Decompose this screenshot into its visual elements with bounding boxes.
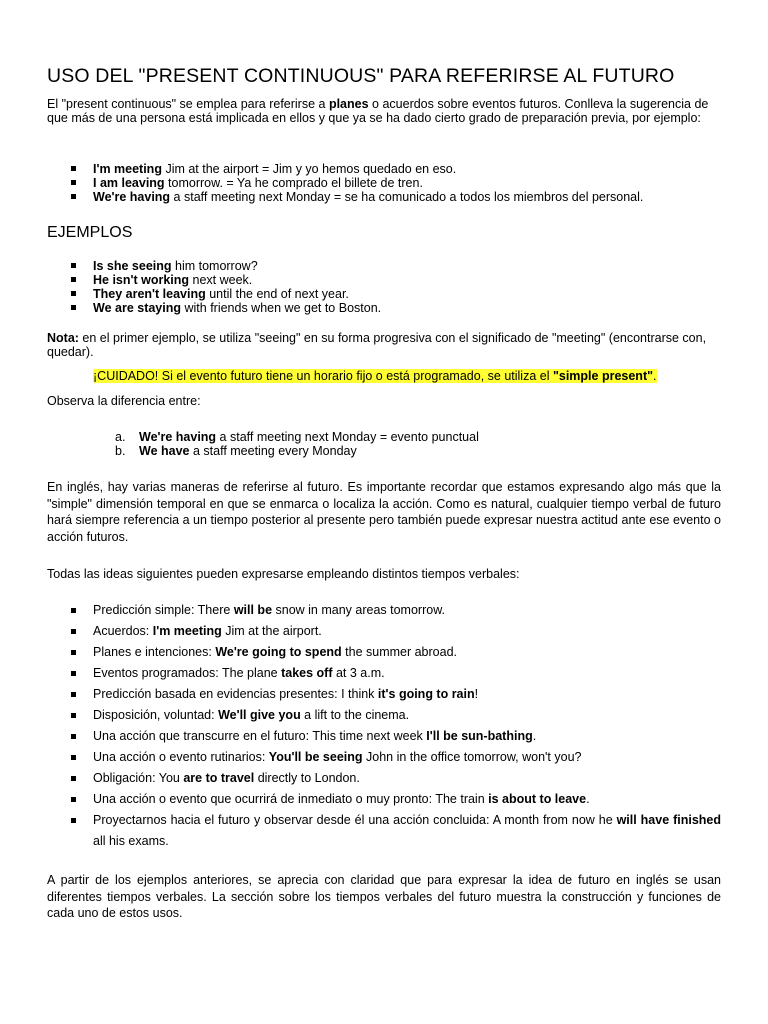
item-text: a staff meeting next Monday = se ha comunicado a todos los miembros del personal. — [170, 190, 644, 204]
item-text-end: all his exams. — [93, 834, 169, 848]
item-text: Proyectarnos hacia el futuro y observar desde él una acción concluida: A month from now he — [93, 813, 617, 827]
item-bold: Is she seeing — [93, 259, 172, 273]
ingles-paragraph: En inglés, hay varias maneras de referirse al futuro. Es importante recordar que estamos expresando algo más que la "simple" dimensión temporal en que se enmarca o localiza la acción. Como es natural, cualquier tiempo verbal de futuro hará siempre referencia a un tiempo posterior al presente pero también puede expresar nuestra actitud ante ese evento o acción futuros. — [47, 480, 721, 544]
list-item — [47, 273, 721, 287]
square-bullet-icon — [71, 776, 76, 781]
highlighted-warning — [93, 369, 657, 383]
item-text-end: ! — [474, 687, 479, 701]
item-text: a staff meeting every Monday — [189, 444, 357, 458]
item-text: tomorrow. = Ya he comprado el billete de tren. — [164, 176, 423, 190]
diferencia-list — [47, 430, 721, 458]
nota-label: Nota: — [47, 331, 79, 345]
list-item — [47, 726, 721, 747]
item-text-end: a lift to the cinema. — [300, 708, 410, 722]
item-text: Una acción o evento rutinarios: — [93, 750, 269, 764]
square-bullet-icon — [71, 263, 76, 268]
item-text-end: Jim at the airport. — [221, 624, 322, 638]
item-text: Predicción basada en evidencias presentes: I think — [93, 687, 378, 701]
item-text-end: . — [532, 729, 537, 743]
item-text: Planes e intenciones: — [93, 645, 216, 659]
ideas-list — [47, 600, 721, 852]
list-item — [47, 621, 721, 642]
item-text-end: snow in many areas tomorrow. — [272, 603, 446, 617]
square-bullet-icon — [71, 797, 76, 802]
square-bullet-icon — [71, 818, 76, 823]
list-item — [47, 705, 721, 726]
item-bold: They aren't leaving — [93, 287, 206, 301]
square-bullet-icon — [71, 671, 76, 676]
intro-bold-planes: planes — [328, 97, 369, 111]
intro-text-before: El "present continuous" se emplea para referirse a — [47, 97, 329, 111]
list-item — [47, 301, 721, 315]
item-text: Una acción que transcurre en el futuro: This time next week — [93, 729, 427, 743]
item-text: Eventos programados: The plane — [93, 666, 282, 680]
square-bullet-icon — [71, 650, 76, 655]
item-text: Disposición, voluntad: — [93, 708, 219, 722]
square-bullet-icon — [71, 305, 76, 310]
list-item — [47, 259, 721, 273]
list-item — [47, 684, 721, 705]
item-text: Obligación: You — [93, 771, 184, 785]
item-bold: will have finished — [616, 813, 721, 827]
intro-text-after: o acuerdos sobre eventos futuros. Conlleva la sugerencia de que más de una persona está implicada en ellos y que ya se ha dado cierto grado de preparación previa, por ejemplo: — [47, 97, 709, 125]
item-text-end: John in the office tomorrow, won't you? — [362, 750, 582, 764]
list-marker: a. — [115, 430, 126, 444]
square-bullet-icon — [71, 277, 76, 282]
item-bold: I am leaving — [93, 176, 165, 190]
item-bold: I'm meeting — [152, 624, 222, 638]
nota-text: en el primer ejemplo, se utiliza "seeing" en su forma progresiva con el significado de "meeting" (encontrarse con, quedar). — [47, 331, 707, 359]
square-bullet-icon — [71, 166, 76, 171]
list-item — [47, 810, 721, 852]
nota-paragraph — [47, 331, 721, 359]
item-bold: We're having — [93, 190, 171, 204]
cuidado-warning — [47, 369, 767, 383]
item-bold: I'll be sun-bathing — [426, 729, 533, 743]
square-bullet-icon — [71, 180, 76, 185]
list-item — [47, 444, 721, 458]
item-bold: is about to leave — [488, 792, 587, 806]
item-text: Una acción o evento que ocurrirá de inmediato o muy pronto: The train — [93, 792, 489, 806]
observa-paragraph: Observa la diferencia entre: — [47, 394, 201, 408]
item-text-end: the summer abroad. — [341, 645, 458, 659]
item-text-end: . — [586, 792, 590, 806]
list-item — [47, 162, 721, 176]
list-item — [47, 600, 721, 621]
ejemplos-list — [47, 259, 721, 315]
list-item — [47, 663, 721, 684]
warning-bold: "simple present" — [552, 369, 654, 383]
item-text: a staff meeting next Monday = evento punctual — [216, 430, 479, 444]
list-item — [47, 747, 721, 768]
square-bullet-icon — [71, 608, 76, 613]
square-bullet-icon — [71, 692, 76, 697]
square-bullet-icon — [71, 194, 76, 199]
warning-text: ¡CUIDADO! Si el evento futuro tiene un horario fijo o está programado, se utiliza el — [93, 369, 553, 383]
square-bullet-icon — [71, 734, 76, 739]
square-bullet-icon — [71, 755, 76, 760]
item-text: until the end of next year. — [205, 287, 349, 301]
page-title: USO DEL "PRESENT CONTINUOUS" PARA REFERIRSE AL FUTURO — [47, 65, 675, 87]
item-text-end: at 3 a.m. — [332, 666, 385, 680]
list-item — [47, 190, 721, 204]
item-bold: We're having — [139, 430, 217, 444]
list-item — [47, 768, 721, 789]
item-text: next week. — [189, 273, 253, 287]
intro-paragraph — [47, 97, 721, 125]
item-bold: I'm meeting — [93, 162, 162, 176]
item-bold: We'll give you — [218, 708, 301, 722]
item-text: him tomorrow? — [171, 259, 258, 273]
item-bold: are to travel — [183, 771, 255, 785]
item-text-end: directly to London. — [254, 771, 360, 785]
item-text: Jim at the airport = Jim y yo hemos quedado en eso. — [161, 162, 457, 176]
list-item — [47, 430, 721, 444]
item-bold: We are staying — [93, 301, 182, 315]
item-bold: We're going to spend — [215, 645, 342, 659]
list-marker: b. — [115, 444, 126, 458]
item-bold: will be — [233, 603, 273, 617]
item-bold: He isn't working — [93, 273, 190, 287]
list-item — [47, 176, 721, 190]
item-text: Predicción simple: There — [93, 603, 234, 617]
square-bullet-icon — [71, 629, 76, 634]
square-bullet-icon — [71, 713, 76, 718]
section-heading-ejemplos: EJEMPLOS — [47, 224, 133, 241]
item-bold: You'll be seeing — [268, 750, 363, 764]
item-text: Acuerdos: — [93, 624, 153, 638]
intro-list — [47, 162, 721, 204]
square-bullet-icon — [71, 291, 76, 296]
list-item — [47, 642, 721, 663]
item-text: with friends when we get to Boston. — [181, 301, 382, 315]
item-bold: We have — [139, 444, 190, 458]
item-bold: takes off — [281, 666, 333, 680]
todas-paragraph: Todas las ideas siguientes pueden expresarse empleando distintos tiempos verbales: — [47, 567, 520, 581]
item-bold: it's going to rain — [377, 687, 475, 701]
list-item — [47, 287, 721, 301]
list-item — [47, 789, 721, 810]
warning-end: . — [653, 369, 657, 383]
conclusion-paragraph: A partir de los ejemplos anteriores, se aprecia con claridad que para expresar la idea de futuro en inglés se usan diferentes tiempos verbales. La sección sobre los tiempos verbales del futuro muestra la construcción y funciones de cada uno de estos usos. — [47, 873, 721, 920]
